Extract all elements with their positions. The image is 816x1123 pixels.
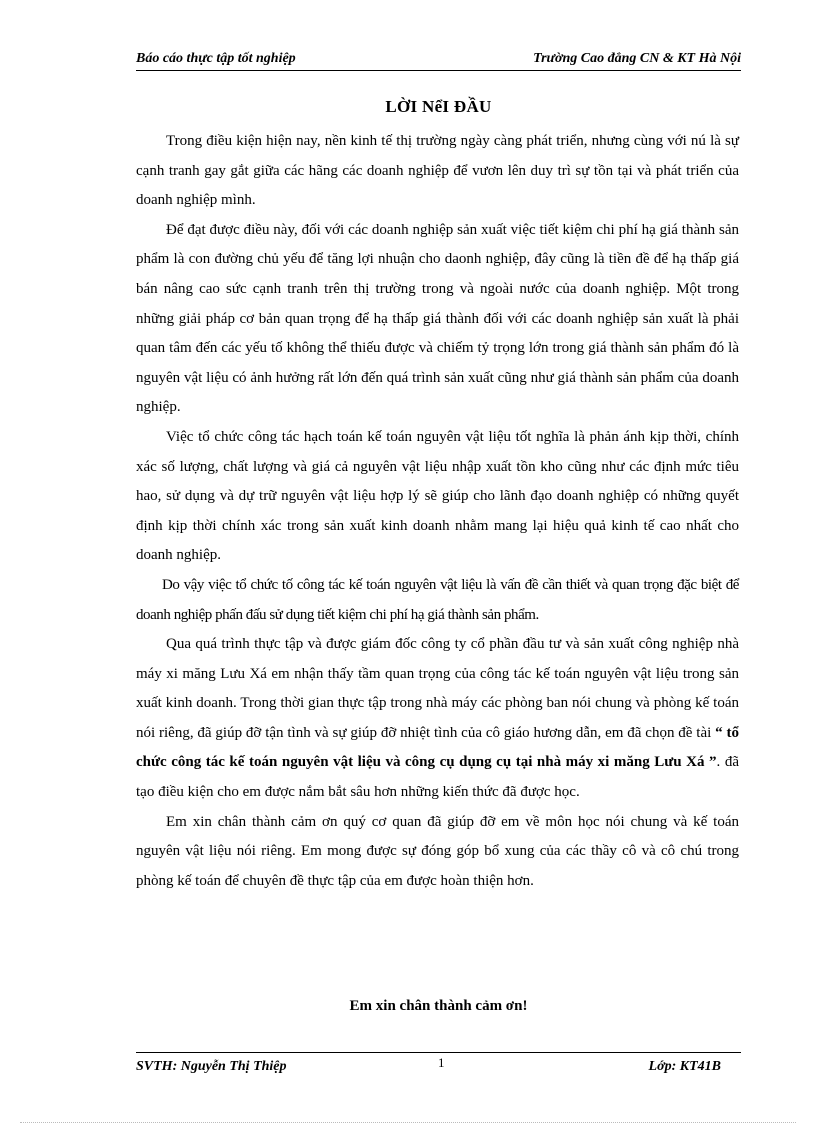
paragraph-2: Để đạt được điều này, đối với các doanh nghiệp sản xuất việc tiết kiệm chi phí hạ giá thành sản phẩm là con đường chủ yếu để tăng lợi nhuận cho daonh nghiệp, đây cũng là tiền đề để hạ thấp giá bán nâng cao sức cạnh tranh trên thị trường trong và ngoài nước của doanh nghiệp. Một trong những giải pháp cơ bản quan trọng để hạ thấp giá thành đối với các doanh nghiệp sản xuất là phải quan tâm đến các yếu tố không thể thiếu được và chiếm tỷ trọng lớn trong giá thành sản phẩm đó là nguyên vật liệu có ảnh hưởng rất lớn đến quá trình sản xuất cũng như giá thành sản phẩm của doanh nghiệp.	[136, 221, 739, 416]
paragraph-5-text: Qua quá trình thực tập và được giám đốc công ty cổ phần đầu tư và sản xuất công nghiệp nhà máy xi măng Lưu Xá em nhận thấy tầm quan trọng của công tác kế toán nguyên vật liệu trong sản xuất kinh doanh. Trong thời gian thực tập trong nhà máy các phòng ban nói chung và phòng kế toán nói riêng, đã giúp đỡ tận tình và sự giúp đỡ nhiệt tình của cô giáo hương dẫn, em đã chọn đề tài	[136, 636, 739, 741]
page-header	[136, 50, 741, 71]
header-school-name: Trường Cao đẳng CN & KT Hà Nội	[533, 51, 741, 66]
page-title: LỜI NểI ĐẦU	[385, 97, 492, 116]
thesis-topic: “ tổ chức công tác kế toán nguyên vật liệu và công cụ dụng cụ tại nhà máy xi măng Lưu Xá ”	[136, 724, 739, 771]
page-footer	[136, 1056, 741, 1078]
footer-student-name: SVTH: Nguyễn Thị Thiệp	[136, 1059, 287, 1074]
footer-divider	[136, 1052, 741, 1053]
paragraph-3: Việc tổ chức công tác hạch toán kế toán nguyên vật liệu tốt nghĩa là phản ánh kịp thời, chính xác số lượng, chất lượng và giá cả nguyên vật liệu nhập xuất tồn kho cũng như các định mức tiêu hao, sử dụng và dự trữ nguyên vật liệu hợp lý sẽ giúp cho lãnh đạo doanh nghiệp có những quyết định kịp thời chính xác trong sản xuất kinh doanh nhằm mang lại hiệu quả kinh tế cao nhất cho doanh nghiệp.	[136, 428, 739, 564]
page-number: 1	[438, 1055, 445, 1070]
document-body	[136, 127, 739, 896]
paragraph-5-tail: . đã tạo điều kiện cho em được nắm bắt sâu hơn những kiến thức đã được học.	[136, 754, 739, 801]
paragraph-1: Trong điều kiện hiện nay, nền kinh tế thị trường ngày càng phát triển, nhưng cùng với nú là sự cạnh tranh gay gắt giữa các hãng các doanh nghiệp để vươn lên duy trì sự tồn tại và phát triển của doanh nghiệp mình.	[136, 133, 739, 209]
paragraph-5	[136, 630, 739, 808]
header-report-title: Báo cáo thực tập tốt nghiệp	[136, 51, 296, 66]
paragraph-6: Em xin chân thành cảm ơn quý cơ quan đã giúp đỡ em về môn học nói chung và kế toán nguyên vật liệu nói riêng. Em mong được sự đóng góp bổ xung của các thầy cô và cô chú trong phòng kế toán để chuyên đề thực tập của em được hoàn thiện hơn.	[136, 813, 739, 889]
footer-class: Lớp: KT41B	[648, 1059, 721, 1074]
paragraph-4: Do vậy việc tổ chức tố công tác kế toán nguyên vật liệu là vấn đề cần thiết và quan trọng đặc biệt để doanh nghiệp phấn đấu sử dụng tiết kiệm chi phí hạ giá thành sản phẩm.	[136, 576, 739, 623]
closing-thanks: Em xin chân thành cảm ơn!	[349, 998, 528, 1014]
